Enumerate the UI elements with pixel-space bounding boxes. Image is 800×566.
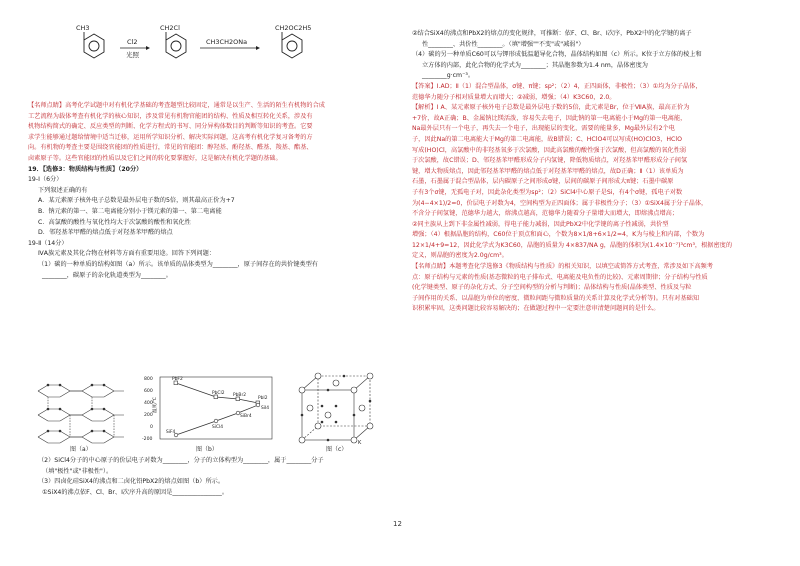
tick-200: 200 [144, 413, 153, 418]
right-lines-line: 12×1/4+9=12，因此化学式为K3C60，晶胞的质量为 4×837/NA g，晶胞的体积为(1.4×10⁻⁷)³cm³，根据密度的 [412, 241, 733, 249]
right-lines-line: ________g·cm⁻³。 [422, 72, 475, 80]
tick-0: 0 [150, 425, 153, 430]
left-lines-line: 工艺流程为载体考查有机化学的核心知识，涉及常见有机物官能团的结构、性质及相互转化关系，涉及有 [28, 112, 313, 120]
benzyl-chloride-structure [166, 32, 186, 58]
left-lines-line: 19．【选修3：物质结构与性质】（20分） [28, 165, 143, 173]
left-lines-after-line: ①SiX4的沸点依F、Cl、Br、I次序升高的原因是________________。 [42, 488, 229, 496]
reagent-cl2: Cl2 [127, 38, 138, 46]
left-lines-after-line: （3）四卤化硅SiX4的沸点和二卤化铅PbX2的熔点如图（b）所示。 [38, 478, 225, 486]
tick-400: 400 [144, 401, 153, 406]
right-lines-line: (化学键类型、原子的杂化方式、分子空间构型的分析与判断)；晶体结构与性质(晶体类型、性质及与粒 [412, 284, 692, 292]
label-pbf2: PbF2 [172, 377, 183, 382]
figure-c-crystal [292, 372, 382, 446]
left-lines-line: ⅣA族元素及其化合物在材料等方面有重要用途。回答下列问题： [38, 250, 216, 258]
right-lines-line: 【名师点睛】本题考查化学选修3《物质结构与性质》的相关知识，以填空或简答方式考查，常涉及如下高频考 [412, 263, 713, 271]
right-lines-line: 性________、共价性________。（填"增强""不变"或"减弱"） [422, 40, 585, 48]
right-lines-line: 不含分子间氢键，范德华力越大，熔沸点越高，范德华力随着分子量增大而增大，即熔沸点增高； [412, 210, 679, 218]
left-lines-line: C．高氯酸的酸性与氧化性均大于次氯酸的酸性和氧化性 [38, 218, 191, 226]
ch3-label: CH3 [76, 24, 90, 32]
product-structure [282, 32, 302, 58]
left-lines-line: B．钠元素的第一、第二电离能分别小于镁元素的第一、第二电离能 [38, 207, 222, 215]
right-lines-line: 立方体的内部，此化合物的化学式为________；其晶胞参数为1.4 nm，晶体密度为 [422, 61, 648, 69]
label-sii4: SiI4 [261, 406, 270, 411]
left-lines-after-line: （填"极性"或"非极性"）。 [42, 467, 113, 475]
left-lines-line: ________，碳原子的杂化轨道类型为________。 [42, 271, 172, 279]
right-lines-line: 于次氯酸，故C错误；D、邻羟基苯甲醛形成分子内氢键，降低物质熔点，对羟基苯甲醛形成分子间氢 [412, 157, 688, 165]
left-lines-line: 卤素原子等。这些官能团的性质以及它们之间的转化要掌握好，这是解决有机化学题的基础。 [28, 154, 282, 162]
tick-neg200: -200 [142, 437, 153, 442]
right-lines-line: 石墨，石墨属于混合型晶体，层内碳原子之间形成σ键，层间的碳原子间形成大π键；石墨中碳原 [412, 178, 674, 186]
label-pbi2: PbI2 [258, 396, 268, 401]
left-column [28, 101, 388, 281]
right-lines-line: 定义，则晶胞的密度为2.0g/cm³。 [412, 252, 508, 260]
label-k: K [358, 440, 362, 446]
page-number: 12 [393, 520, 402, 528]
left-lines-line: A．某元素原子核外电子总数是最外层电子数的5倍，则其最高正价为+7 [38, 197, 235, 205]
right-lines-line: 范德华力随分子相对质量增大而增大；②减弱，增强；（4）K3C60，2.0。 [412, 93, 616, 101]
right-column [412, 29, 780, 315]
left-lines-line: 19-Ⅱ（14分） [28, 239, 68, 247]
tick-600: 600 [144, 389, 153, 394]
label-pbcl2: PbCl2 [212, 391, 225, 396]
product-label: CH2OC2H5 [275, 24, 312, 32]
right-lines-line: 为(4−4×1)/2=0，价层电子对数为4，空间构型为正四面体；属于非极性分子；（3）①SiX4属于分子晶体， [412, 199, 708, 207]
right-lines-line: 子间作用的关系、以晶胞为单位的密度、微粒间距与微粒质量的关系计算及化学式分析等)。只有对基础知 [412, 294, 700, 302]
label-pbbr2: PbBr2 [233, 393, 247, 398]
right-lines-line: 【答案】Ⅰ.AD；Ⅱ（1）混合型晶体，σ键、π键；sp²；（2）4，正四面体，非极性；（3）①均为分子晶体， [412, 82, 702, 90]
figure-b-chart [140, 373, 280, 453]
left-lines-line: 19-Ⅰ（6分） [28, 176, 63, 184]
ch2cl-label: CH2Cl [160, 24, 180, 32]
left-lines-line: 向。有机物的考查主要是围绕官能团的性质进行，常见的官能团：醇羟基、酚羟基、醛基、羧基、酯基、 [28, 144, 313, 152]
left-lines-line: 【名师点睛】高考化学试题中对有机化学基础的考查题型比较固定，通常是以生产、生活的陌生有机物的合成 [28, 102, 325, 109]
right-lines-line: 写成(HO)Cl，高氯酸中的非羟基氧多于次氯酸，因此高氯酸的酸性强于次氯酸，但高氯酸的氧化性弱 [412, 146, 687, 154]
left-column-after-figures [28, 456, 388, 498]
right-lines-line: 增强；（4）根据晶胞的结构，C60位于顶点和面心，个数为8×1/8+6×1/2=4，K为与棱上和内部，个数为 [412, 231, 705, 239]
caption-b: 图（b） [196, 446, 218, 453]
right-lines-line: 键，增大物质熔点，因此邻羟基苯甲醛的熔点低于对羟基苯甲醛的熔点，故D正确；Ⅱ（1）该单质为 [412, 167, 684, 175]
left-lines-line: 求学生能够通过题给情境中适当迁移，运用所学知识分析、解决实际问题，这高考有机化学复习备考的方 [28, 133, 313, 141]
tick-800: 800 [144, 377, 153, 382]
left-lines-line: D．邻羟基苯甲醛的熔点低于对羟基苯甲醛的熔点 [38, 229, 173, 237]
label-sibr4: SiBr4 [240, 414, 252, 419]
right-lines-line: +7价，故A正确；B、金属钠比镁活泼，容易失去电子，因此钠的第一电离能小于Mg的第一电离能， [412, 114, 687, 122]
chart-b-ylabel: 温度/℃ [153, 397, 158, 413]
caption-c: 图（c） [326, 446, 348, 453]
right-lines-line: 子，因此Na的第二电离能大于Mg的第二电离能，故B错误；C、HClO4可以写成(HO)ClO3，HClO [412, 135, 682, 143]
left-lines-line: （1）碳的一种单质的结构如图（a）所示。该单质的晶体类型为________，原子间存在的共价键类型有 [38, 260, 318, 268]
right-lines-line: Na最外层只有一个电子，再失去一个电子，出现能层的变化，需要的能量多，Mg最外层有2个电 [412, 125, 675, 133]
right-lines-line: ②同主族从上到下非金属性减弱，得电子能力减弱，因此PbX2中化学键的离子性减弱，共价型 [412, 220, 669, 228]
right-lines-line: （4）碳的另一种单质C60可以与钾形成低温超导化合物，晶体结构如图（c）所示。K位于立方体的棱上和 [412, 51, 702, 59]
reagent-ethoxide: CH3CH2ONa [206, 38, 248, 46]
right-lines-line: ②结合SiX4的沸点和PbX2的熔点的变化规律，可推断：依F、Cl、Br、I次序，PbX2中的化学键的离子 [412, 30, 692, 37]
reaction-scheme [60, 2, 360, 102]
right-lines-line: 点：原子结构与元素的性质(基态微粒的电子排布式、电离能及电负性的比较)、元素周期律；分子结构与性质 [412, 273, 708, 281]
right-lines-line: 识积累牢固，这类问题比较容易解决的；在做题过程中一定要注意审清楚问题问的是什么。 [412, 305, 660, 313]
label-sicl4: SiCl4 [212, 425, 224, 430]
label-sif4: SiF4 [166, 430, 176, 435]
caption-a: 图（a） [70, 446, 92, 453]
left-lines-line: 下列叙述正确的有 [38, 186, 88, 194]
left-lines-line: 机物结构简式的确定、反应类型的判断、化学方程式的书写、同分异构体数目的判断等知识的考查。它要 [28, 123, 313, 131]
reagent-light: 光照 [126, 51, 139, 59]
right-lines-line: 【解析】Ⅰ A、某元素原子核外电子总数是最外层电子数的5倍，此元素是Br，位于ⅦA族，最高正价为 [412, 104, 690, 112]
left-lines-after-line: （2）SiCl4分子的中心原子的价层电子对数为________，分子的立体构型为________，属于________分子 [38, 457, 324, 464]
toluene-structure [84, 32, 104, 58]
right-lines-line: 子有3个σ键，无孤电子对，因此杂化类型为sp²；（2）SiCl4中心原子是Si，有4个σ键，孤电子对数 [412, 188, 683, 196]
